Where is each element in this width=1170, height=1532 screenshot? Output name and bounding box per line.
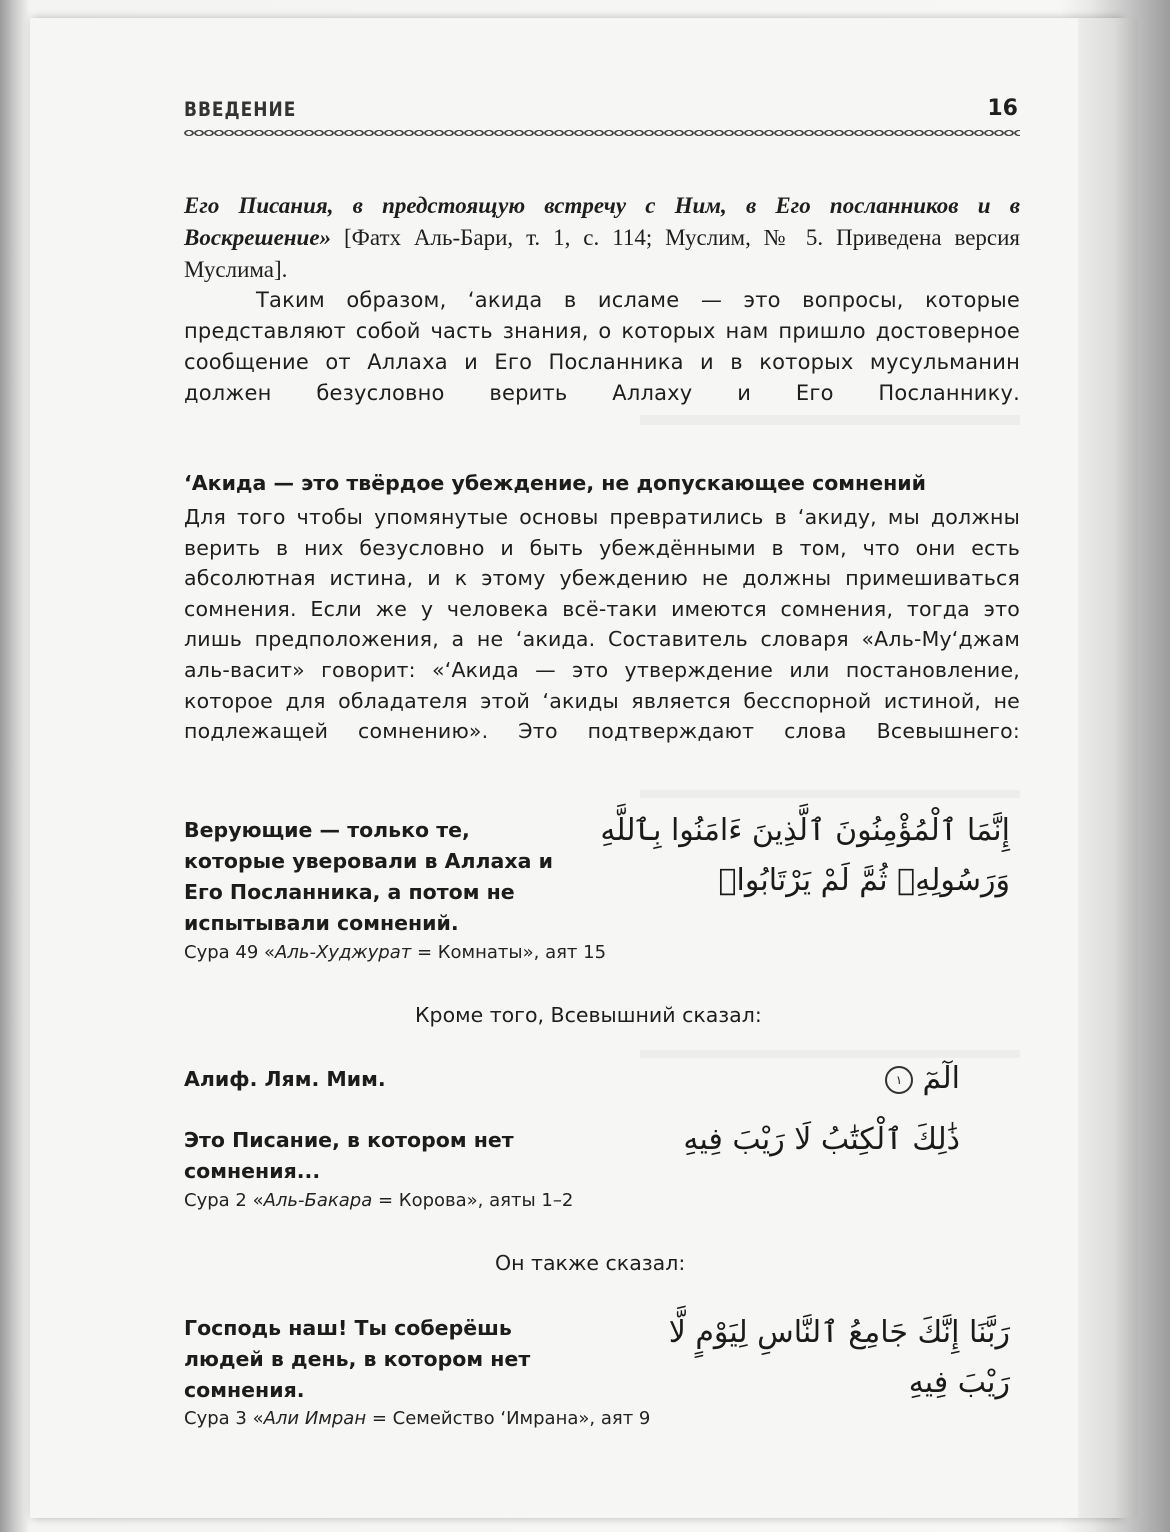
paragraph-definition bbox=[184, 285, 1020, 409]
ref-suffix: = Корова», аяты 1–2 bbox=[372, 1190, 574, 1211]
running-head: ВВЕДЕНИЕ bbox=[184, 98, 297, 122]
arabic-line: وَرَسُولِهِۦ ثُمَّ لَمْ يَرْتَابُوا۟ bbox=[718, 863, 1010, 898]
arabic-line: ذَٰلِكَ ٱلْكِتَٰبُ لَا رَيْبَ فِيهِ bbox=[683, 1122, 960, 1157]
ref-prefix: Сура 49 « bbox=[184, 942, 276, 963]
verse-1-translation: Верующие — только те, которые уверовали в Аллаха и Его Посланника, а потом не испытывали сомнений. bbox=[184, 818, 553, 935]
ref-suffix: = Семейство ‘Имрана», аят 9 bbox=[366, 1408, 651, 1429]
show-through bbox=[640, 790, 1020, 798]
ayah-number-icon: ١ bbox=[885, 1066, 913, 1094]
transition-1: Кроме того, Всевышний сказал: bbox=[415, 1003, 762, 1027]
header-ornament-rule bbox=[184, 128, 1020, 138]
verse-1-arabic bbox=[560, 806, 1010, 906]
ref-surah-name: Аль-Бакара bbox=[263, 1190, 373, 1211]
ref-surah-name: Аль-Худжурат bbox=[275, 942, 412, 963]
section-heading: ‘Акида — это твёрдое убеждение, не допускающее сомнений bbox=[184, 471, 927, 495]
arabic-line: رَيْبَ فِيهِ bbox=[908, 1365, 1010, 1400]
verse-1-reference bbox=[184, 940, 884, 966]
ref-prefix: Сура 2 « bbox=[184, 1190, 264, 1211]
verse-2-reference bbox=[184, 1188, 884, 1214]
page-edge-shadow bbox=[1078, 18, 1138, 1518]
citation: [Фатх Аль-Бари, т. 1, с. 114; Муслим, № 5. Приведена версия Муслима]. bbox=[184, 225, 1020, 282]
intro-paragraph bbox=[184, 190, 1020, 286]
arabic-line: رَبَّنَا إِنَّكَ جَامِعُ ٱلنَّاسِ لِيَوْمٍ لَّا bbox=[668, 1315, 1010, 1350]
verse-3-translation: Господь наш! Ты соберёшь людей в день, в котором нет сомнения. bbox=[184, 1316, 531, 1402]
ref-prefix: Сура 3 « bbox=[184, 1408, 264, 1429]
verse-2-arabic-1 bbox=[700, 1054, 960, 1104]
transition-2: Он также сказал: bbox=[495, 1251, 686, 1275]
page-number: 16 bbox=[987, 96, 1018, 121]
verse-2-translation: Это Писание, в котором нет сомнения... bbox=[184, 1128, 514, 1183]
section-body bbox=[184, 502, 1020, 747]
verse-2-arabic-2 bbox=[600, 1115, 960, 1165]
section-body-text: Для того чтобы упомянутые основы превратились в ‘акиду, мы должны верить в них безусловно и быть убеждёнными в том, что они есть абсолютная истина, и к этому убеждению не должны примешиваться сомнения. Если же у человека всё-таки имеются сомнения, тогда это лишь предположения, а не ‘акида. Составитель словаря «Аль-Му‘джам аль-васит» говорит: «‘Акида — это утверждение или постановление, которое для обладателя этой ‘акиды является бесспорной истиной, не подлежащей сомнению». Это подтверждают слова Всевышнего: bbox=[184, 505, 1020, 744]
verse-3-reference bbox=[184, 1406, 884, 1432]
ref-suffix: = Комнаты», аят 15 bbox=[411, 942, 607, 963]
arabic-line: إِنَّمَا ٱلْمُؤْمِنُونَ ٱلَّذِينَ ءَامَنُوا بِٱللَّهِ bbox=[600, 813, 1010, 848]
ref-surah-name: Али Имран bbox=[263, 1408, 367, 1429]
quote-end: Его Писания, в предстоящую встречу с Ним, в Его посланников и в Воскрешение» bbox=[184, 193, 1020, 250]
show-through bbox=[640, 415, 1020, 425]
paragraph-text: Таким образом, ‘акида в исламе — это вопросы, которые представляют собой часть знания, о которых нам пришло достоверное сообщение от Аллаха и Его Посланника и в которых мусульманин должен безусловно верить Аллаху и Его Посланнику. bbox=[184, 288, 1020, 405]
arabic-line: الٓمٓ bbox=[922, 1061, 960, 1096]
verse-2-line1: Алиф. Лям. Мим. bbox=[184, 1067, 386, 1091]
verse-3-arabic bbox=[560, 1308, 1010, 1408]
